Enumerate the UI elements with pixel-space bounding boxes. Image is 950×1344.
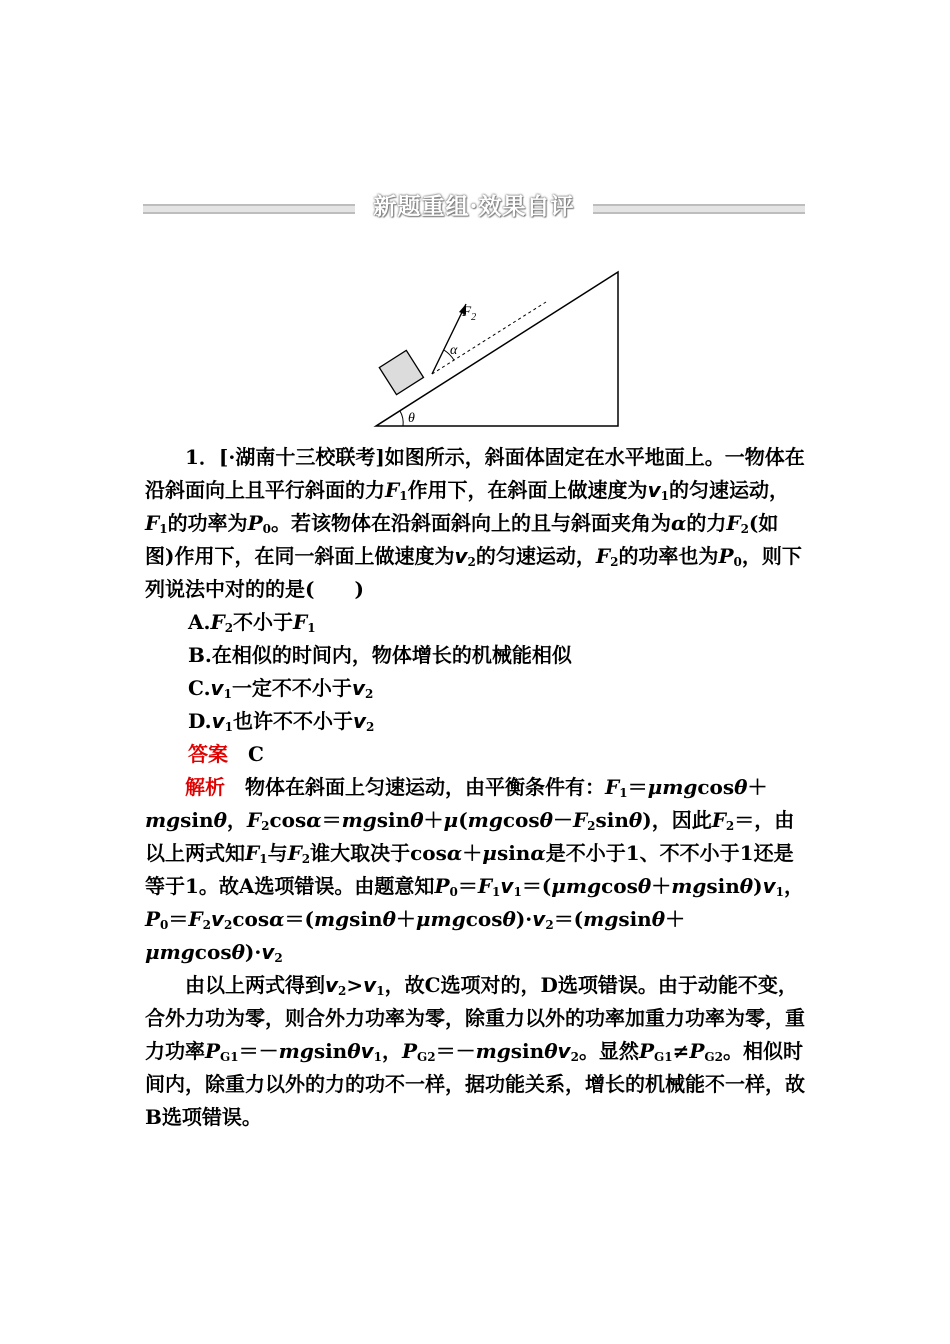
- analysis-paragraph-2: 由以上两式得到$v_2>v_1$，故C选项对的，D选项错误。由于动能不变，合外力功为零，则合外力功率为零，除重力以外的功率加重力功率为零，重力功率$P_{G1}=-mgsin\theta v_1$，$P_{G2}=-mgsin\theta v_2$。显然$P_{G1}\ne P_{G2}$。相似时间内，除重力以外的力的功不一样，据功能关系，增长的机械能不一样，故B选项错误。: [145, 973, 805, 1129]
- analysis-label: 解析: [185, 775, 225, 799]
- block: [379, 350, 423, 394]
- banner-title: 新题重组·效果自评: [373, 193, 575, 220]
- theta-arc: [400, 411, 403, 426]
- alpha-label: α: [450, 343, 458, 358]
- force-label: [461, 304, 476, 323]
- answer-line: [145, 738, 807, 771]
- option-a: $A.F_2$不小于$F_1$: [188, 610, 316, 635]
- force-label-main: F: [462, 304, 472, 320]
- answer-label: 答案: [188, 742, 228, 766]
- option-d: $D.v_1$也许不不小于$v_2$: [188, 709, 375, 734]
- analysis-paragraph-1: 解析 物体在斜面上匀速运动，由平衡条件有：$F_1=\mu mgcos\theta+mgsin\theta$，$F_2\cos\alpha=mgsin\theta+\mu(mgcos\theta-F_2\sin\theta)$，因此$F_2=$，由以上两式知$F_1$与$F_2$谁大取决于cosα＋μsinα是不小于1、不不小于1还是等于1。故A选项错误。由题意知$P_0=F_1v_1=(\mu mgcos\theta+mgsin\theta)v_1$，$P_0=F_2v_2\cos\alpha=(mgsin\theta+\mu mgcos\theta)\cdot v_2=(mgsin\theta+\mu mgcos\theta)\cdot v_2$: [145, 775, 804, 965]
- answer-value: C: [248, 742, 264, 766]
- force-label-sub: 2: [471, 312, 477, 323]
- banner-bar-left: [143, 204, 355, 214]
- incline-triangle: [376, 272, 618, 426]
- theta-label: θ: [408, 411, 415, 426]
- option-c: $C.v_1$一定不不小于$v_2$: [188, 676, 374, 701]
- banner-bar-right: [593, 204, 805, 214]
- question-content: [145, 441, 807, 1134]
- option-b: B.在相似的时间内，物体增长的机械能相似: [188, 643, 572, 667]
- question-stem: 1．[·湖南十三校联考]如图所示，斜面体固定在水平地面上。一物体在沿斜面向上且平行斜面的力$F_1$作用下，在斜面上做速度为$v_1$的匀速运动，$F_1$的功率为$P_0$。若该物体在沿斜面斜向上的且与斜面夹角为α的力$F_2$(如图)作用下，在同一斜面上做速度为$v_2$的匀速运动，$F_2$的功率也为$P_0$，则下列说法中对的的是( ): [145, 445, 805, 601]
- section-banner: [143, 190, 805, 224]
- incline-figure: [370, 262, 625, 432]
